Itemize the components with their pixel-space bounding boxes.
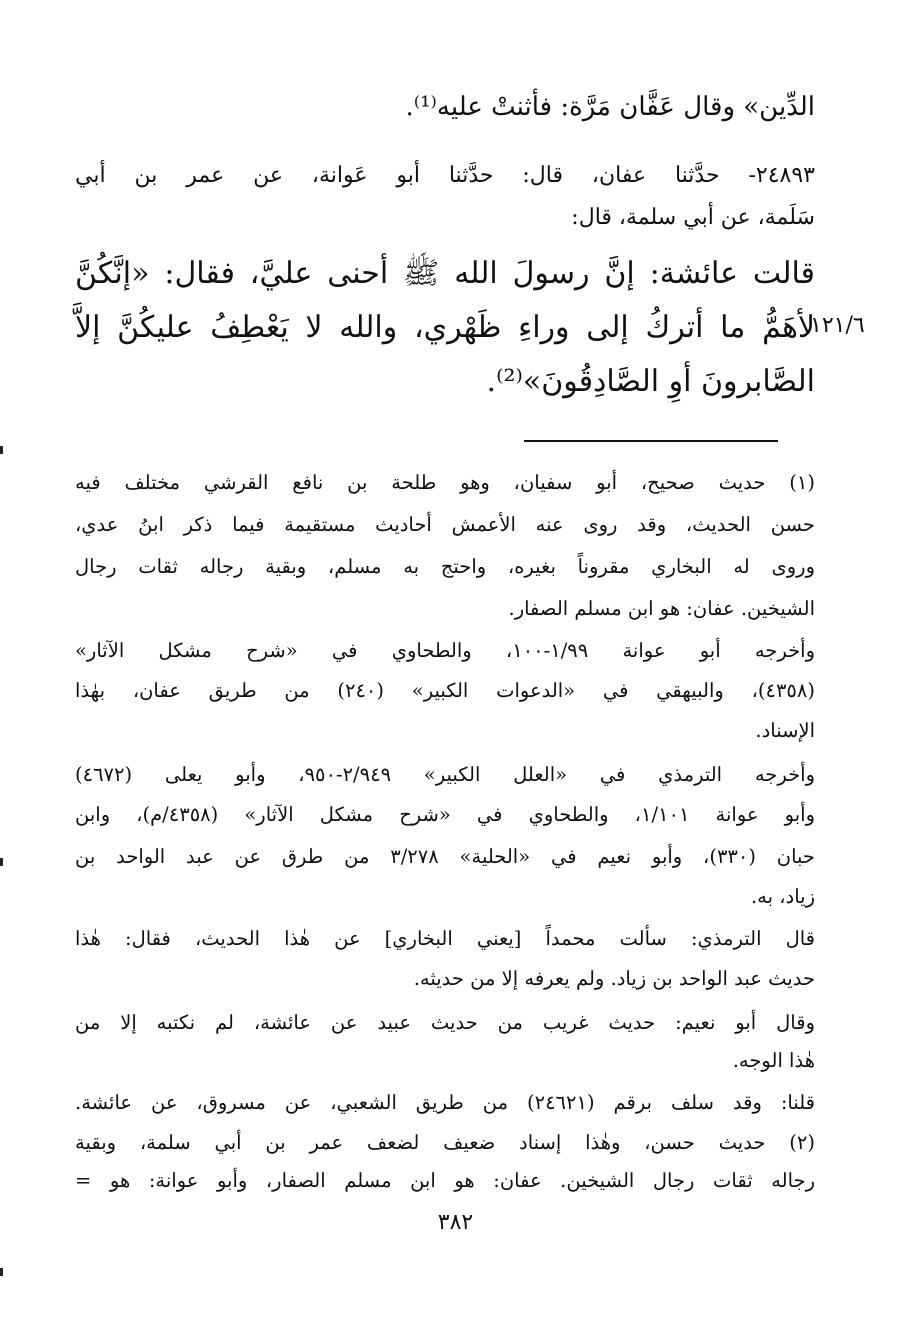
footnote-line: قال الترمذي: سألت محمداً [يعني البخاري] عن هٰذا الحديث، فقال: هٰذا [75, 927, 815, 950]
margin-volume-reference: ١٢١/٦ [810, 313, 865, 338]
hadith-quote-line-3: الصَّابرونَ أوِ الصَّادِقُونَ»⁽²⁾. [486, 364, 815, 399]
scan-edge-mark [0, 1268, 3, 1276]
footnote-line: زياد، به. [750, 885, 815, 908]
footnote-line: (١) حديث صحيح، أبو سفيان، وهو طلحة بن نافع القرشي مختلف فيه [75, 471, 815, 494]
footnote-line: قلنا: وقد سلف برقم (٢٤٦٢١) من طريق الشعبي، عن مسروق، عن عائشة. [75, 1091, 815, 1114]
footnote-line: الإسناد. [755, 719, 815, 742]
main-text-line-1: الدِّين» وقال عَفَّان مَرَّة: فأثنتْ عليه⁽¹⁾. [405, 92, 815, 122]
footnote-line: حسن الحديث، وقد روى عنه الأعمش أحاديث مستقيمة فيما ذكر ابنُ عدي، [75, 513, 815, 536]
footnote-line: وأخرجه أبو عوانة ١/٩٩-١٠٠، والطحاوي في «شرح مشكل الآثار» [75, 639, 815, 662]
footnote-line: وروى له البخاري مقروناً بغيره، واحتج به مسلم، وبقية رجاله ثقات رجال [75, 555, 815, 578]
page-number: ٣٨٢ [437, 1210, 474, 1235]
hadith-intro-line-1: ٢٤٨٩٣- حدَّثنا عفان، قال: حدَّثنا أبو عَوانة، عن عمر بن أبي [75, 163, 815, 188]
footnote-line: هٰذا الوجه. [732, 1049, 815, 1072]
hadith-intro-line-2: سَلَمة، عن أبي سلمة، قال: [571, 205, 815, 230]
footnote-line: (٢) حديث حسن، وهٰذا إسناد ضعيف لضعف عمر بن أبي سلمة، وبقية [75, 1131, 815, 1154]
hadith-quote-line-2: لأهَمُّ ما أتركُ إلى وراءِ ظَهْري، والله لا يَعْطِفُ عليكُنَّ إلاَّ [75, 310, 815, 345]
footnote-line: وأبو عوانة ١/١٠١، والطحاوي في «شرح مشكل الآثار» (٤٣٥٨/م)، وابن [75, 803, 815, 826]
footnote-line: حبان (٣٣٠)، وأبو نعيم في «الحلية» ٣/٢٧٨ من طرق عن عبد الواحد بن [75, 845, 815, 868]
footnote-line: وأخرجه الترمذي في «العلل الكبير» ٢/٩٤٩-٩٥٠، وأبو يعلى (٤٦٧٢) [75, 763, 815, 786]
footnote-separator [524, 440, 778, 442]
footnote-line: (٤٣٥٨)، والبيهقي في «الدعوات الكبير» (٢٤٠) من طريق عفان، بهٰذا [75, 679, 815, 702]
footnote-line: الشيخين. عفان: هو ابن مسلم الصفار. [508, 597, 815, 620]
scan-edge-mark [0, 858, 3, 866]
footnote-line: رجاله ثقات رجال الشيخين. عفان: هو ابن مسلم الصفار، وأبو عوانة: هو = [75, 1169, 815, 1192]
footnote-line: وقال أبو نعيم: حديث غريب من حديث عبيد عن عائشة، لم نكتبه إلا من [75, 1011, 815, 1034]
footnote-line: حديث عبد الواحد بن زياد. ولم يعرفه إلا من حديثه. [413, 967, 815, 990]
scan-edge-mark [0, 446, 3, 454]
hadith-quote-line-1: قالت عائشة: إنَّ رسولَ الله ﷺ أحنى عليَّ، فقال: «إنَّكُنَّ [75, 256, 815, 291]
